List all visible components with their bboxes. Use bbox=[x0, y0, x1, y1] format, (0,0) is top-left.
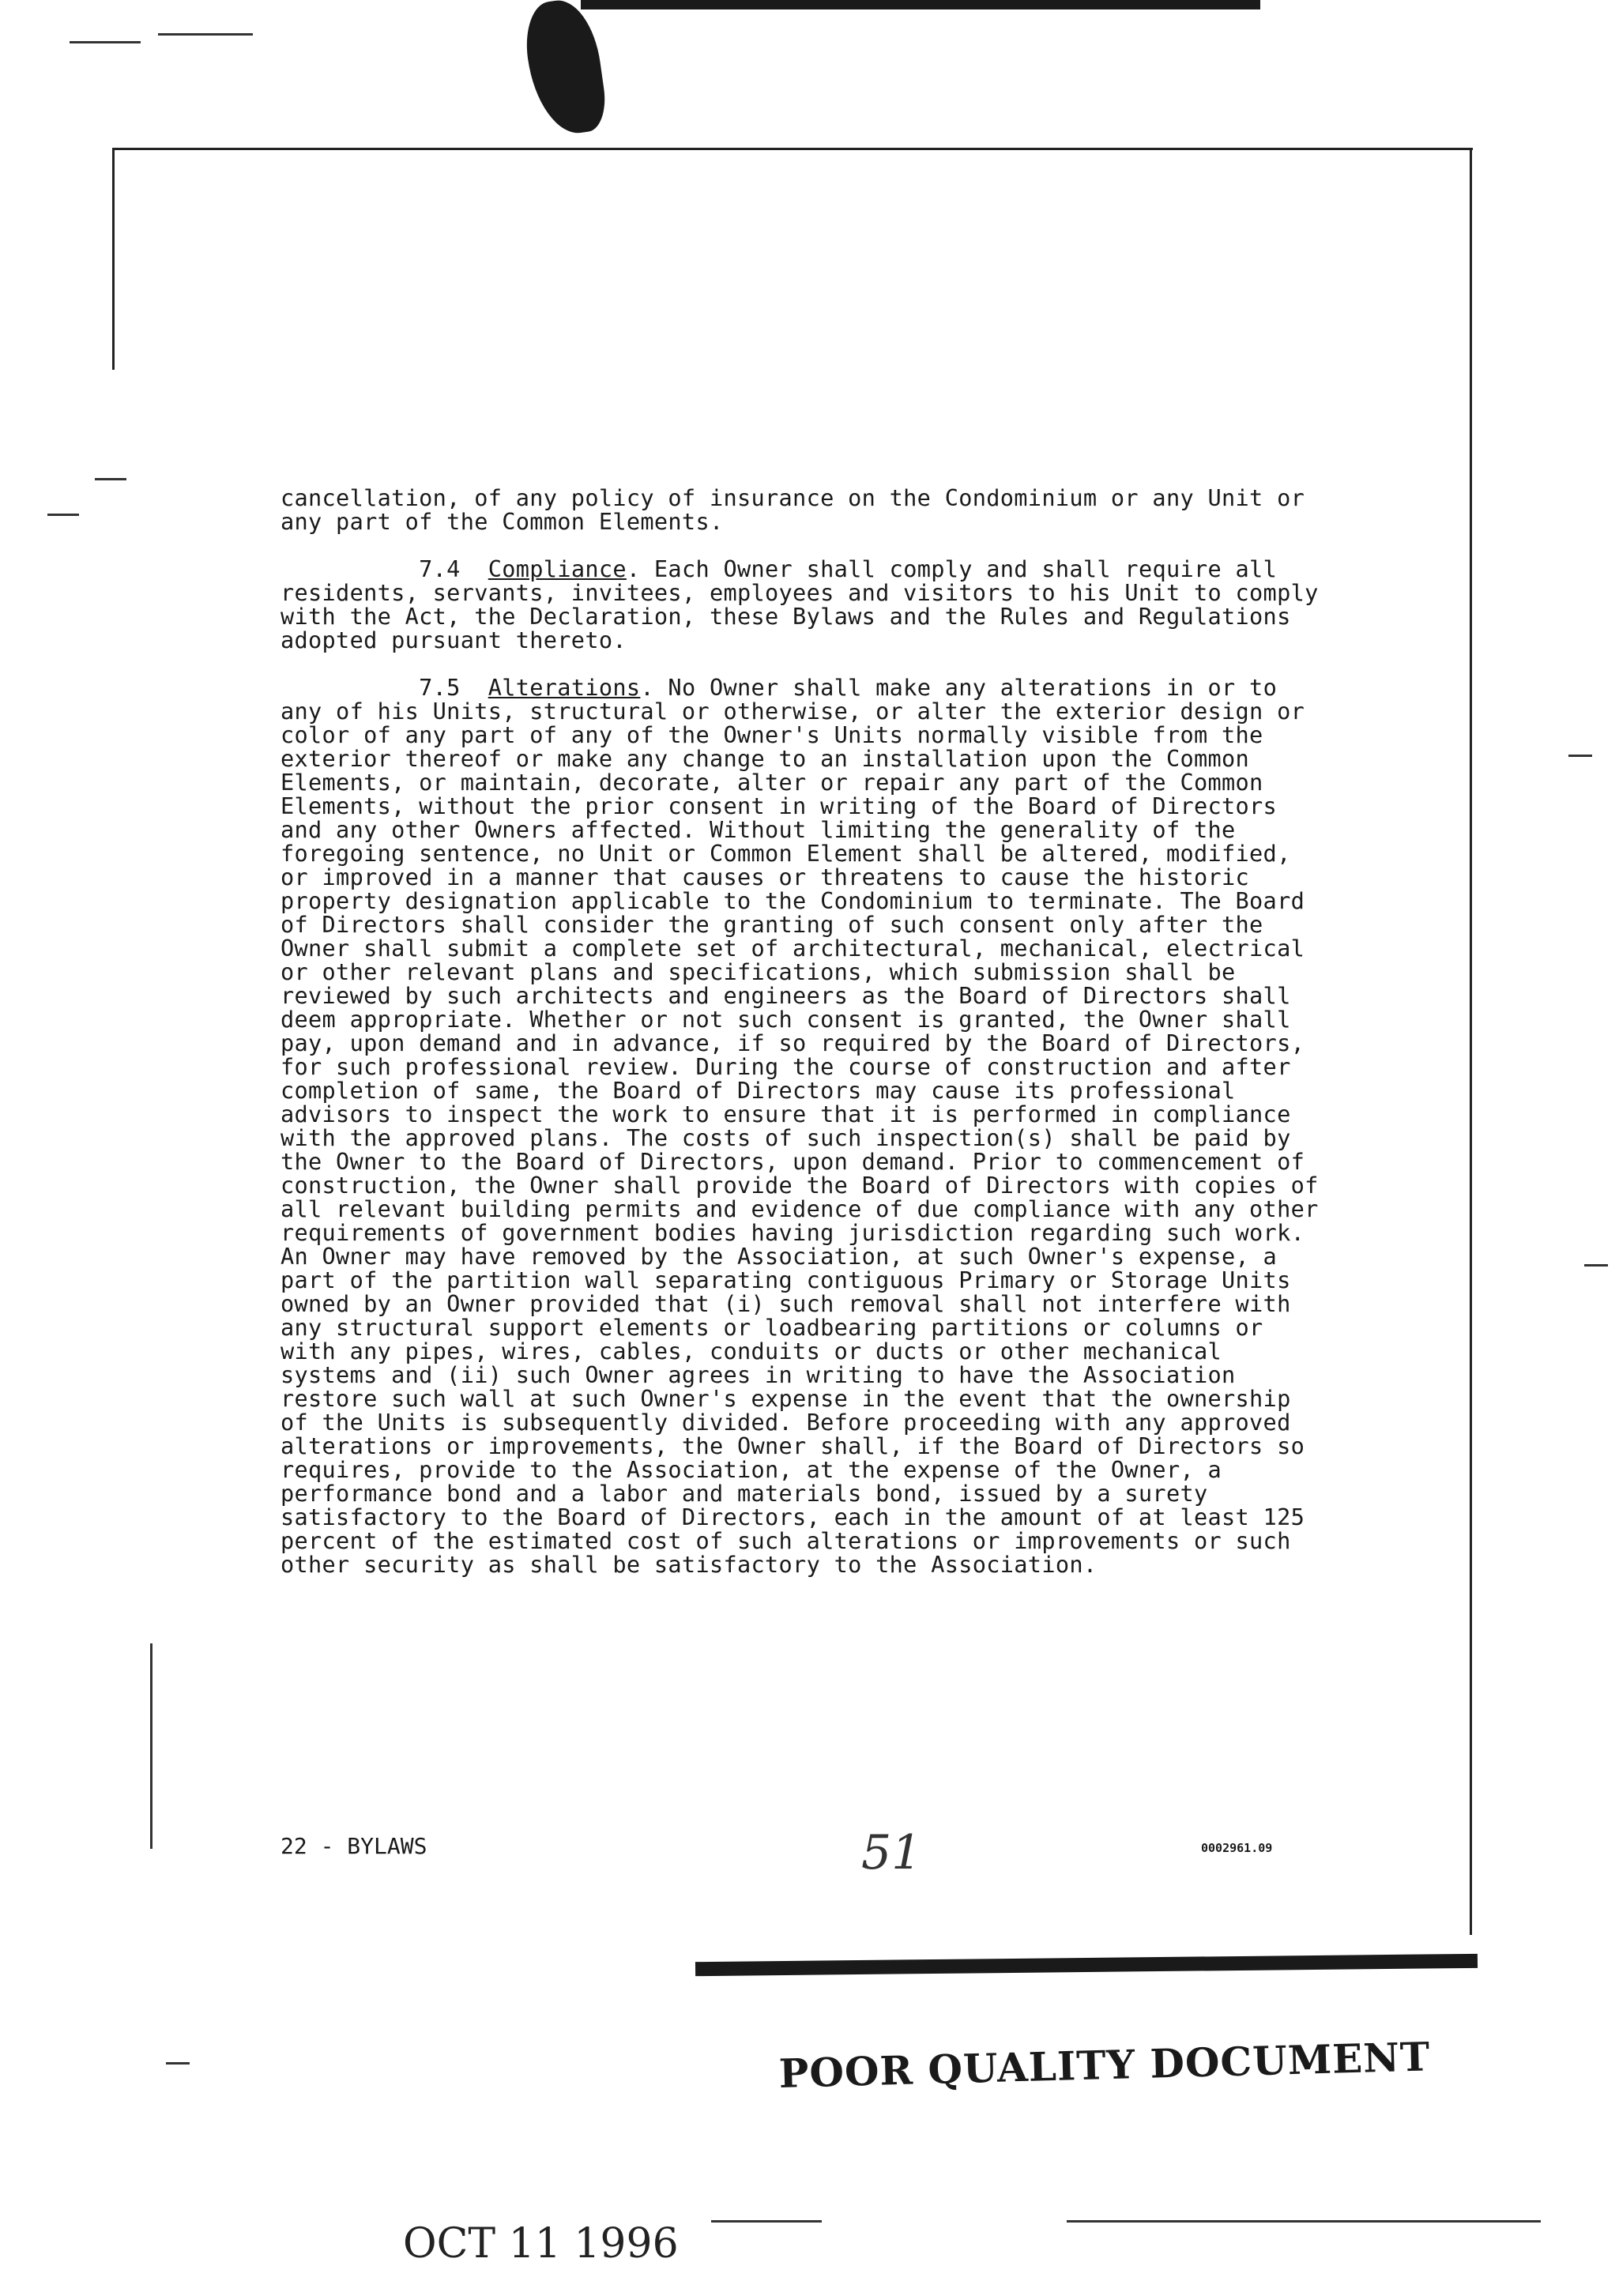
scan-mark bbox=[711, 2220, 822, 2223]
scan-mark bbox=[70, 41, 141, 43]
section-number: 7.5 bbox=[419, 674, 461, 701]
section-7-4-compliance bbox=[281, 557, 1331, 652]
poor-quality-stamp: POOR QUALITY DOCUMENT bbox=[778, 2033, 1431, 2097]
scan-mark bbox=[1568, 755, 1592, 757]
section-text: . Each Owner shall comply and shall require all residents, servants, invitees, employees and visitors to his Unit to comply with the Act, the Declaration, these Bylaws and the Rules and Regulations adopted pursuant thereto. bbox=[281, 555, 1333, 653]
scan-mark bbox=[158, 33, 253, 36]
bylaws-body bbox=[281, 486, 1331, 1600]
stamp-bar bbox=[695, 1954, 1478, 1976]
page-border-left bbox=[112, 150, 115, 370]
scan-mark bbox=[47, 514, 79, 516]
date-stamp: OCT 11 1996 bbox=[403, 2220, 679, 2268]
paragraph-text: cancellation, of any policy of insurance on the Condominium or any Unit or any part of the Common Elements. bbox=[281, 484, 1319, 535]
paragraph-cancellation bbox=[281, 486, 1331, 533]
ink-blot bbox=[521, 0, 610, 138]
top-edge-shadow bbox=[581, 0, 1260, 9]
section-heading: Compliance bbox=[488, 555, 627, 582]
page-border-right bbox=[1470, 148, 1472, 1935]
document-code: 0002961.09 bbox=[1201, 1841, 1273, 1855]
page-border-top bbox=[112, 148, 1473, 150]
page-label: 22 - BYLAWS bbox=[281, 1833, 427, 1859]
scan-mark bbox=[1067, 2220, 1541, 2223]
handwritten-page-number: 51 bbox=[861, 1825, 922, 1880]
section-text: . No Owner shall make any alterations in or to any of his Units, structural or otherwise, or alter the exterior design or color of any part of any of the Owner's Units normally visible from the exterior thereof or make any change to an installation upon the Common Elements, or maintain, decorate, alter or repair any part of the Common Elements, without the prior consent in writing of the Board of Directors and any other Owners affected. Without limiting the generality of the foregoing sentence, no Unit or Common Element shall be altered, modified, or improved in a manner that causes or threatens to cause the historic property designation applicable to the Condominium to terminate. The Board of Directors shall consider the granting of such consent only after the Owner shall submit a complete set of architectural, mechanical, electrical or other relevant plans and specifications, which submission shall be reviewed by such architects and engineers as the Board of Directors shall deem appropriate. Whether or not such consent is granted, the Owner shall pay, upon demand and in advance, if so required by the Board of Directors, for such professional review. During the course of construction and after completion of same, the Board of Directors may cause its professional advisors to inspect the work to ensure that it is performed in compliance with the approved plans. The costs of such inspection(s) shall be paid by the Owner to the Board of Directors, upon demand. Prior to commencement of construction, the Owner shall provide the Board of Directors with copies of all relevant building permits and evidence of due compliance with any other requirements of government bodies having jurisdiction regarding such work. An Owner may have removed by the Association, at such Owner's expense, a part of the partition wall separating contiguous Primary or Storage Units owned by an Owner provided that (i) such removal shall not interfere with any structural support elements or loadbearing partitions or columns or with any pipes, wires, cables, conduits or ducts or other mechanical systems and (ii) such Owner agrees in writing to have the Association restore such wall at such Owner's expense in the event that the ownership of the Units is subsequently divided. Before proceeding with any approved alterations or improvements, the Owner shall, if the Board of Directors so requires, provide to the Association, at the expense of the Owner, a performance bond and a labor and materials bond, issued by a surety satisfactory to the Board of Directors, each in the amount of at least 125 percent of the estimated cost of such alterations or improvements or such other security as shall be satisfactory to the Association. bbox=[281, 674, 1333, 1578]
scan-mark bbox=[1584, 1264, 1608, 1267]
section-number: 7.4 bbox=[419, 555, 461, 582]
section-7-5-alterations bbox=[281, 676, 1331, 1576]
scan-mark bbox=[166, 2062, 190, 2065]
page-border-left-lower bbox=[150, 1643, 152, 1849]
section-heading: Alterations bbox=[488, 674, 641, 701]
scan-mark bbox=[95, 478, 126, 480]
